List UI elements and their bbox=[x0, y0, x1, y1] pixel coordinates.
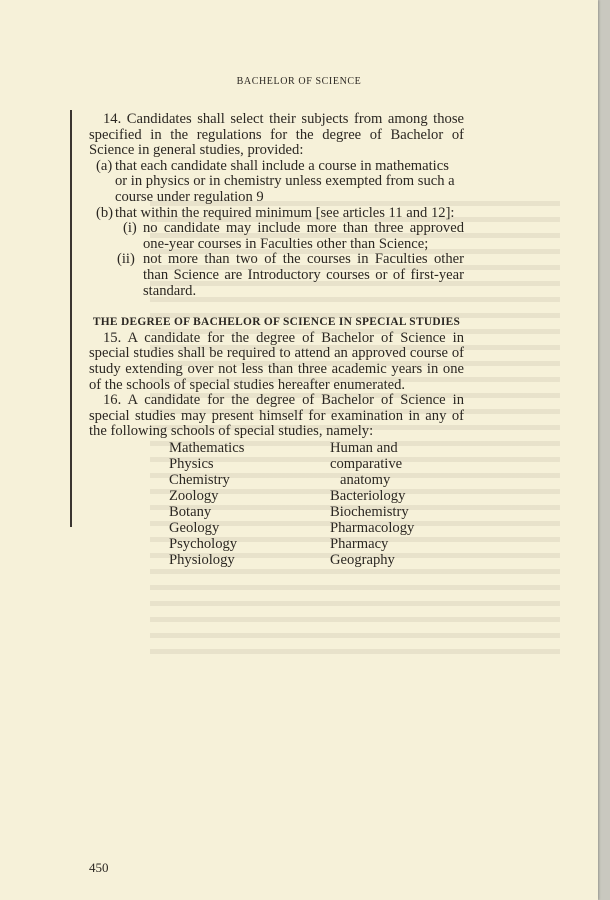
page-number: 450 bbox=[89, 860, 109, 875]
school-item: Mathematics bbox=[169, 439, 245, 456]
school-item: Chemistry bbox=[169, 471, 230, 488]
school-item: Physics bbox=[169, 455, 214, 472]
schools-list bbox=[89, 440, 464, 566]
section-heading: THE DEGREE OF BACHELOR OF SCIENCE IN SPECIAL STUDIES bbox=[92, 316, 461, 329]
margin-rule bbox=[70, 110, 72, 527]
item-text: not more than two of the courses in Faculties other than Science are Introductory courses or of first-year standard. bbox=[143, 251, 464, 299]
school-item: Bacteriology bbox=[330, 487, 406, 504]
item-label: (ii) bbox=[117, 251, 135, 268]
school-item: Zoology bbox=[169, 487, 219, 504]
text-block bbox=[89, 112, 464, 566]
item-text: that each candidate shall include a course in mathematics or in physics or in chemistry unless exempted from such a course under regulation 9 bbox=[115, 157, 455, 205]
school-item: Physiology bbox=[169, 551, 235, 568]
item-label: (b) bbox=[96, 204, 114, 221]
school-item-continuation: anatomy bbox=[340, 471, 391, 488]
school-item: Pharmacy bbox=[330, 535, 389, 552]
running-head: BACHELOR OF SCIENCE bbox=[236, 76, 362, 87]
item-label: (a) bbox=[96, 157, 113, 174]
school-item: Human and comparative bbox=[330, 439, 403, 472]
article-14-item-b bbox=[89, 206, 464, 222]
article-16: 16. A candidate for the degree of Bachelor of Science in special studies may present himself for examination in any of the following schools of special studies, namely: bbox=[89, 392, 464, 440]
article-14-intro: 14. Candidates shall select their subjects from among those specified in the regulations for the degree of Bachelor of Science in general studies, provided: bbox=[89, 111, 464, 159]
article-14-item-ii bbox=[89, 252, 464, 299]
article-14-item-a bbox=[89, 159, 464, 206]
school-item: Botany bbox=[169, 503, 212, 520]
schools-column-right bbox=[330, 440, 464, 568]
item-text: no candidate may include more than three approved one-year courses in Faculties other than Science; bbox=[143, 220, 464, 252]
school-item: Pharmacology bbox=[330, 519, 415, 536]
item-label: (i) bbox=[123, 220, 137, 237]
school-item: Geography bbox=[330, 551, 395, 568]
school-item: Geology bbox=[169, 519, 220, 536]
item-text: that within the required minimum [see articles 11 and 12]: bbox=[115, 204, 455, 221]
schools-column-left bbox=[169, 440, 244, 568]
article-14-item-i bbox=[89, 221, 464, 252]
school-item: Biochemistry bbox=[330, 503, 409, 520]
article-15: 15. A candidate for the degree of Bachelor of Science in special studies shall be required to attend an approved course of study extending over not less than three academic years in one of the schools of special studies hereafter enumerated. bbox=[89, 329, 464, 393]
school-item: Psychology bbox=[169, 535, 238, 552]
